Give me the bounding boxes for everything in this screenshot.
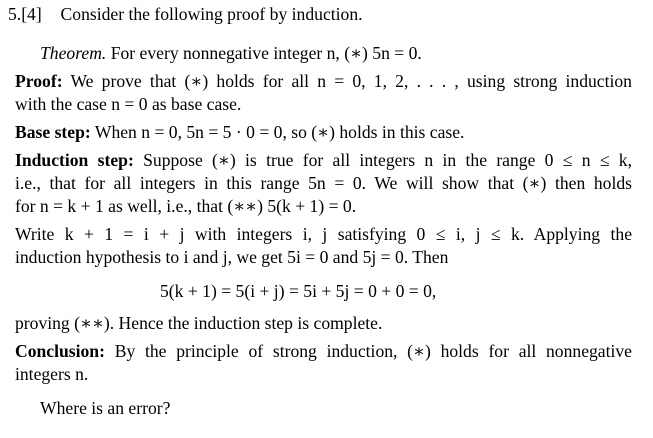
induction-step-line-3: for n = k + 1 as well, i.e., that (∗∗) 5(k + 1) = 0.	[15, 196, 357, 216]
write-line-1: Write k + 1 = i + j with integers i, j satisfying 0 ≤ i, j ≤ k. Applying the	[15, 224, 632, 244]
conclusion-line-1	[15, 343, 632, 361]
proving-line: proving (∗∗). Hence the induction step is complete.	[15, 313, 383, 333]
theorem-label: Theorem.	[40, 43, 107, 63]
problem-header	[8, 6, 363, 24]
theorem-text: For every nonnegative integer n, (∗) 5n = 0.	[110, 43, 422, 63]
induction-step-text-1: Suppose (∗) is true for all integers n in the range 0 ≤ n ≤ k,	[143, 150, 632, 170]
question: Where is an error?	[40, 398, 171, 418]
base-step	[15, 124, 464, 142]
proof-line-2: with the case n = 0 as base case.	[15, 94, 242, 114]
proof-line-1	[15, 73, 632, 91]
induction-step-line-1	[15, 152, 632, 170]
theorem-statement	[40, 45, 422, 63]
display-equation: 5(k + 1) = 5(i + j) = 5i + 5j = 0 + 0 = 0,	[160, 281, 437, 301]
problem-prompt: Consider the following proof by induction.	[60, 4, 363, 24]
write-line-2: induction hypothesis to i and j, we get 5i = 0 and 5j = 0. Then	[15, 247, 449, 267]
base-step-label: Base step:	[15, 122, 91, 142]
conclusion-text-1: By the principle of strong induction, (∗) holds for all nonnegative	[114, 341, 632, 361]
induction-step-label: Induction step:	[15, 150, 134, 170]
proof-label: Proof:	[15, 71, 63, 91]
conclusion-label: Conclusion:	[15, 341, 105, 361]
base-step-text: When n = 0, 5n = 5 · 0 = 0, so (∗) holds in this case.	[94, 122, 465, 142]
conclusion-line-2: integers n.	[15, 364, 89, 384]
induction-step-line-2: i.e., that for all integers in this range 5n = 0. We will show that (∗) then holds	[15, 173, 632, 193]
proof-text-1: We prove that (∗) holds for all n = 0, 1, 2, . . . , using strong induction	[70, 71, 632, 91]
problem-number: 5.[4]	[8, 4, 42, 24]
